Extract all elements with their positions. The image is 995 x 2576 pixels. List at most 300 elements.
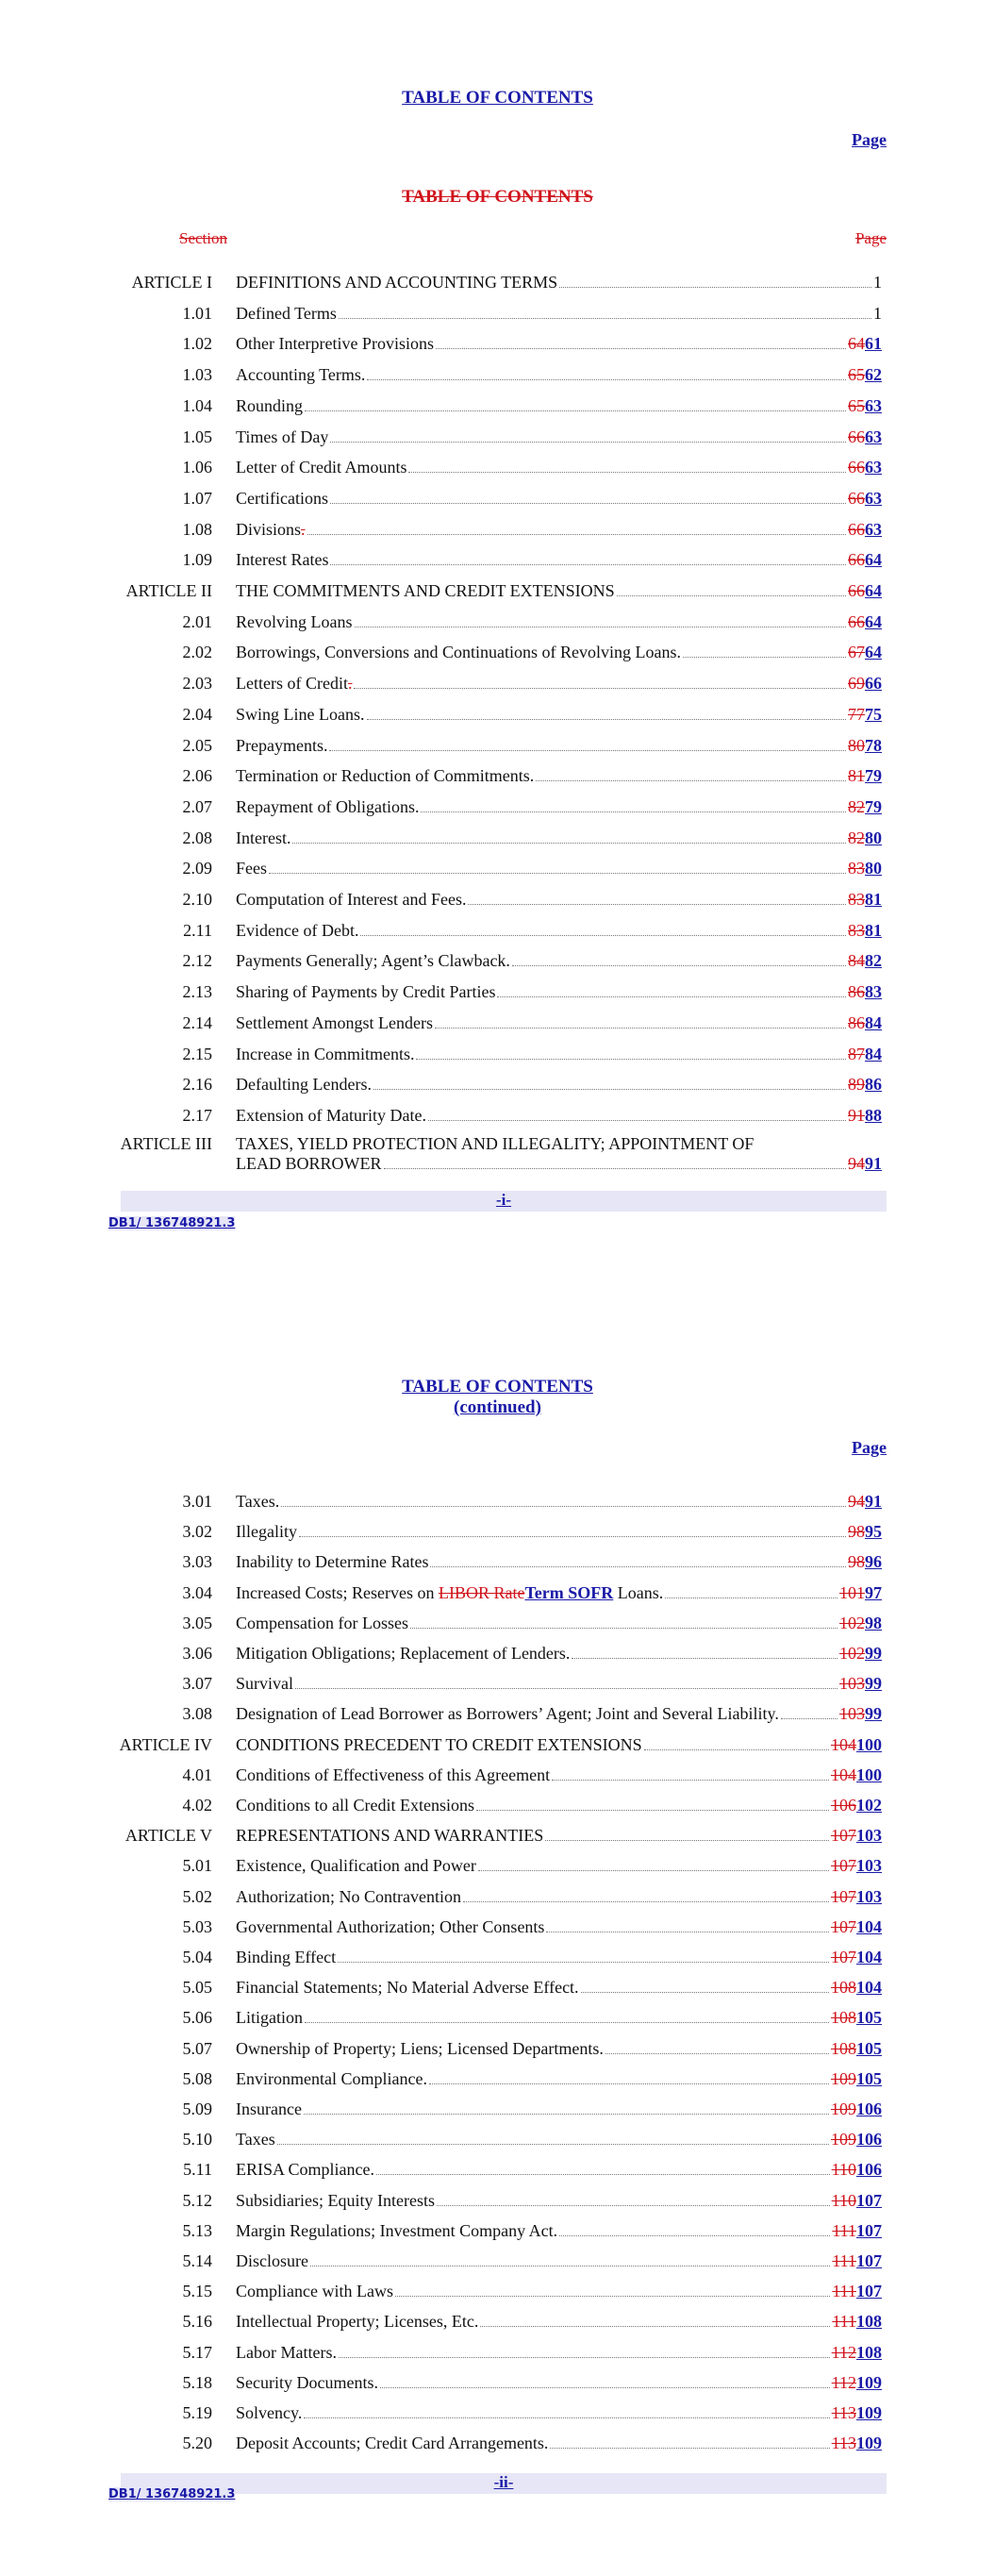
- deleted-page-number: 77: [848, 704, 865, 724]
- page-ref: [848, 581, 882, 601]
- dot-leader: [373, 1089, 846, 1090]
- deleted-page-number: 107: [831, 1948, 856, 1966]
- dot-leader: [367, 379, 846, 380]
- inserted-page-number: 99: [865, 1704, 882, 1724]
- dot-leader: [468, 904, 846, 905]
- dot-leader: [497, 996, 846, 997]
- page-ref: [848, 643, 882, 662]
- toc-entry[interactable]: [0, 1822, 995, 1852]
- entry-body: [236, 1492, 882, 1512]
- dot-leader: [683, 657, 846, 658]
- page-footer-number: -ii-: [493, 2473, 514, 2491]
- entry-body: [236, 921, 882, 941]
- page-ref: [848, 1492, 882, 1512]
- toc-entry[interactable]: [0, 1102, 995, 1132]
- entry-body: [236, 2099, 882, 2119]
- entry-title-text: DEFINITIONS AND ACCOUNTING TERMS: [236, 273, 558, 292]
- section-number: 1.03: [182, 365, 212, 385]
- entry-title-text: Mitigation Obligations; Replacement of Lenders.: [236, 1644, 571, 1663]
- page-ref: [831, 1887, 882, 1907]
- section-number: 5.06: [182, 2008, 212, 2028]
- inserted-page-number: 64: [865, 643, 882, 662]
- entry-title: [236, 2039, 604, 2059]
- toc-entry[interactable]: [0, 516, 995, 546]
- deleted-page-number: 113: [831, 2403, 856, 2422]
- deleted-page-number: 91: [848, 1105, 865, 1125]
- deleted-page-number: 82: [848, 828, 865, 847]
- deleted-page-number: 66: [848, 581, 865, 600]
- section-number: 2.04: [182, 704, 212, 724]
- page-number: 1: [873, 303, 882, 323]
- entry-title: [236, 427, 328, 447]
- dot-leader: [617, 595, 846, 596]
- entry-title: [236, 736, 327, 756]
- page-ref: [848, 458, 882, 477]
- entry-body: [236, 1978, 882, 1998]
- entry-title: [236, 2373, 378, 2393]
- toc-entry[interactable]: [0, 2339, 995, 2369]
- dot-leader: [665, 1597, 837, 1598]
- toc-entry[interactable]: [0, 762, 995, 793]
- page-ref: [832, 2373, 882, 2393]
- toc-entry[interactable]: [0, 1041, 995, 1071]
- entry-body: [236, 1917, 882, 1937]
- section-number: 3.06: [182, 1644, 212, 1663]
- toc-entry[interactable]: [0, 2187, 995, 2217]
- toc-entry[interactable]: [0, 1670, 995, 1700]
- inserted-page-number: 99: [865, 1644, 882, 1663]
- page-footer: [121, 1191, 887, 1212]
- entry-title: [236, 1583, 663, 1603]
- entry-title: [236, 1704, 779, 1724]
- toc-entry[interactable]: [0, 917, 995, 947]
- toc-entry[interactable]: [0, 1010, 995, 1040]
- page-ref: [832, 2403, 882, 2423]
- toc-entry[interactable]: [0, 701, 995, 731]
- section-number: 5.16: [182, 2312, 212, 2332]
- inserted-page-number: 108: [856, 2342, 882, 2362]
- toc-entry[interactable]: [0, 361, 995, 392]
- page-ref: [831, 1765, 882, 1785]
- dot-leader: [552, 1780, 829, 1781]
- entry-title: [236, 2099, 302, 2119]
- dot-leader: [354, 688, 846, 689]
- entry-body: [236, 766, 882, 786]
- entry-title: [236, 520, 306, 540]
- entry-body: [236, 2282, 882, 2301]
- section-number: 5.17: [182, 2342, 212, 2362]
- entry-title: [236, 458, 406, 477]
- entry-title-text: Taxes.: [236, 1492, 280, 1511]
- section-number: 3.02: [182, 1522, 212, 1542]
- deleted-page-number: 107: [831, 1826, 856, 1846]
- section-number: 1.08: [182, 519, 212, 539]
- section-number: ARTICLE I: [131, 273, 212, 292]
- toc-entry[interactable]: [0, 577, 995, 608]
- toc-entry[interactable]: [0, 330, 995, 360]
- page-ref: [831, 1826, 882, 1846]
- entry-title: [236, 365, 365, 385]
- deleted-page-number: 111: [832, 2282, 856, 2301]
- inserted-page-number: 106: [856, 2160, 882, 2180]
- page-ref: [848, 489, 882, 509]
- page-ref: [848, 1552, 882, 1572]
- entry-body: [236, 489, 882, 509]
- page-ref: [831, 1856, 882, 1876]
- toc-entry[interactable]: [0, 1130, 995, 1183]
- toc-entry[interactable]: [0, 979, 995, 1009]
- section-number: 5.02: [182, 1886, 212, 1906]
- inserted-page-number: 98: [865, 1613, 882, 1632]
- inserted-page-number: 96: [865, 1552, 882, 1572]
- page-ref: [839, 1674, 882, 1694]
- toc-entry[interactable]: [0, 855, 995, 885]
- toc-page-2: [0, 1359, 995, 2576]
- toc-entry[interactable]: [0, 1944, 995, 1974]
- toc-entry[interactable]: [0, 1610, 995, 1640]
- toc-entry[interactable]: [0, 1548, 995, 1579]
- toc-entry[interactable]: [0, 2248, 995, 2278]
- section-number: 5.08: [182, 2068, 212, 2088]
- page-column-header: Page: [852, 130, 887, 149]
- toc-entry[interactable]: [0, 639, 995, 669]
- toc-entry[interactable]: [0, 609, 995, 639]
- inserted-page-number: 104: [856, 1916, 882, 1936]
- inserted-page-number: 79: [865, 796, 882, 816]
- entry-title-text: Inability to Determine Rates: [236, 1552, 429, 1572]
- entry-title-line-1: TAXES, YIELD PROTECTION AND ILLEGALITY; APPOINTMENT OF: [236, 1134, 755, 1153]
- inserted-page-number: 106: [856, 2099, 882, 2118]
- toc-entry[interactable]: [0, 1071, 995, 1101]
- entry-title: [236, 890, 466, 910]
- entry-title-text: Existence, Qualification and Power: [236, 1856, 476, 1876]
- deleted-page-number: 104: [831, 1734, 856, 1754]
- section-number: ARTICLE IV: [119, 1734, 212, 1754]
- section-number: 2.15: [182, 1044, 212, 1063]
- entry-title-text: Certifications: [236, 488, 328, 508]
- deleted-title-text: .: [301, 519, 306, 539]
- page-ref: [831, 1917, 882, 1937]
- toc-entry[interactable]: [0, 2156, 995, 2186]
- section-number: 1.02: [182, 334, 212, 354]
- toc-entry[interactable]: [0, 300, 995, 330]
- page-ref: [831, 2039, 882, 2059]
- dot-leader: [338, 1962, 829, 1963]
- entry-body: [236, 1522, 882, 1542]
- toc-entry[interactable]: [0, 1731, 995, 1762]
- entry-title: [236, 550, 328, 570]
- entry-body: [236, 1614, 882, 1633]
- entry-body: [236, 736, 882, 756]
- page-ref: [848, 1045, 882, 1064]
- entry-body: [236, 2373, 882, 2393]
- entry-title: [236, 1917, 544, 1937]
- entry-title: [236, 1948, 336, 1967]
- inserted-page-number: 107: [856, 2251, 882, 2270]
- dot-leader: [299, 1536, 846, 1537]
- toc-entry[interactable]: [0, 269, 995, 299]
- deleted-page-number: 107: [831, 1886, 856, 1906]
- toc-entry[interactable]: [0, 1488, 995, 1518]
- inserted-page-number: 84: [865, 1044, 882, 1063]
- inserted-page-number: 109: [856, 2434, 882, 2453]
- entry-title-text: Litigation: [236, 2008, 303, 2028]
- page-ref: [831, 2099, 882, 2119]
- section-number: ARTICLE II: [125, 581, 212, 600]
- page-ref: [848, 921, 882, 941]
- entry-body: [236, 1948, 882, 1967]
- inserted-page-number: 99: [865, 1674, 882, 1694]
- deleted-title-text: LIBOR Rate: [438, 1582, 525, 1602]
- deleted-page-number: 109: [831, 2099, 856, 2118]
- toc-entry[interactable]: [0, 2308, 995, 2338]
- inserted-page-number: 78: [865, 735, 882, 755]
- inserted-page-number: 80: [865, 859, 882, 878]
- toc-entry[interactable]: [0, 1792, 995, 1822]
- page-number: 1: [873, 273, 882, 292]
- entry-title-text: Borrowings, Conversions and Continuations of Revolving Loans.: [236, 643, 681, 662]
- toc-entry[interactable]: [0, 1762, 995, 1792]
- entry-title-text: Letters of Credit: [236, 674, 348, 694]
- deleted-page-number: 82: [848, 796, 865, 816]
- inserted-page-number: 81: [865, 890, 882, 909]
- section-number: 5.10: [182, 2130, 212, 2149]
- page-ref: [848, 1154, 882, 1174]
- inserted-page-number: 103: [856, 1856, 882, 1876]
- document-id: DB1/ 136748921.3: [108, 2487, 236, 2501]
- toc-entry[interactable]: [0, 825, 995, 855]
- inserted-page-number: 109: [856, 2372, 882, 2392]
- toc-entry[interactable]: [0, 794, 995, 824]
- inserted-page-number: 75: [865, 704, 882, 724]
- inserted-page-number: 84: [865, 1012, 882, 1032]
- deleted-page-number: 111: [832, 2312, 856, 2332]
- entry-title: [236, 705, 365, 725]
- toc-entry[interactable]: [0, 2430, 995, 2460]
- toc-entry[interactable]: [0, 2369, 995, 2400]
- page-column-header: Page: [852, 1438, 887, 1457]
- entry-title-text: Fees: [236, 859, 267, 878]
- entry-body: [236, 674, 882, 694]
- page-ref: [848, 612, 882, 632]
- dot-leader: [559, 2235, 830, 2236]
- section-number: 5.13: [182, 2220, 212, 2240]
- section-number: 5.15: [182, 2282, 212, 2301]
- entry-title-text: Evidence of Debt.: [236, 920, 359, 940]
- section-number: 3.04: [182, 1582, 212, 1602]
- entry-title: [236, 859, 267, 878]
- dot-leader: [376, 2174, 830, 2175]
- entry-title-text: Governmental Authorization; Other Consents: [236, 1916, 545, 1936]
- inserted-page-number: 107: [856, 2220, 882, 2240]
- inserted-page-number: 107: [856, 2282, 882, 2301]
- entry-title-text: Conditions to all Credit Extensions: [236, 1796, 474, 1815]
- entry-body: [236, 520, 882, 540]
- toc-entry[interactable]: [0, 2278, 995, 2308]
- deleted-page-number: 102: [839, 1613, 865, 1632]
- entry-title-text: ERISA Compliance.: [236, 2160, 374, 2180]
- entry-title-text: Insurance: [236, 2099, 302, 2118]
- inserted-page-number: 88: [865, 1105, 882, 1125]
- entry-title-text: Letter of Credit Amounts: [236, 458, 407, 477]
- section-number: 3.03: [182, 1552, 212, 1572]
- deleted-page-number: 66: [848, 550, 865, 570]
- entry-title-text: Disclosure: [236, 2251, 308, 2270]
- section-number: 2.11: [183, 920, 212, 940]
- page-ref: [832, 2251, 882, 2271]
- inserted-page-number: 64: [865, 581, 882, 600]
- page-ref: [848, 427, 882, 447]
- entry-title-text: Payments Generally; Agent’s Clawback.: [236, 951, 510, 971]
- section-number: 1.04: [182, 395, 212, 415]
- dot-leader: [428, 1120, 846, 1121]
- deleted-page-number: 108: [831, 1978, 856, 1998]
- section-number: 5.03: [182, 1916, 212, 1936]
- toc-entry[interactable]: [0, 1640, 995, 1670]
- entry-title-text: Interest Rates: [236, 550, 329, 570]
- entry-title: [236, 1796, 474, 1815]
- entry-title-text: Intellectual Property; Licenses, Etc.: [236, 2312, 479, 2332]
- entry-title: [236, 2160, 374, 2180]
- entry-title-text: Revolving Loans: [236, 611, 353, 631]
- toc-entry[interactable]: [0, 2217, 995, 2248]
- dot-leader: [478, 1870, 829, 1871]
- document-id: DB1/ 136748921.3: [108, 1216, 236, 1230]
- toc-entry[interactable]: [0, 424, 995, 454]
- toc-entry[interactable]: [0, 947, 995, 978]
- entry-title: [236, 489, 328, 509]
- deleted-page-number: 67: [848, 643, 865, 662]
- entry-title: [236, 643, 681, 662]
- dot-leader: [463, 1901, 829, 1902]
- inserted-page-number: 61: [865, 334, 882, 354]
- entry-body: [236, 1075, 882, 1095]
- entry-title: [236, 334, 434, 354]
- toc-entry[interactable]: [0, 732, 995, 762]
- toc-entry[interactable]: [0, 454, 995, 484]
- entry-title-text: Settlement Amongst Lenders: [236, 1012, 433, 1032]
- inserted-page-number: 108: [856, 2312, 882, 2332]
- section-number: 4.01: [182, 1765, 212, 1784]
- toc-entry[interactable]: [0, 1914, 995, 1944]
- section-number: 2.13: [182, 982, 212, 1002]
- entry-title: [236, 982, 495, 1002]
- inserted-page-number: 105: [856, 2038, 882, 2058]
- toc-entry[interactable]: [0, 2400, 995, 2430]
- toc-entry[interactable]: [0, 546, 995, 577]
- section-number: ARTICLE III: [120, 1134, 212, 1153]
- toc-entry[interactable]: [0, 2066, 995, 2096]
- entry-title-text: Margin Regulations; Investment Company Act.: [236, 2220, 558, 2240]
- toc-entry[interactable]: [0, 670, 995, 700]
- toc-entry[interactable]: [0, 485, 995, 515]
- page-ref: [848, 828, 882, 848]
- deleted-page-header: Page: [854, 229, 887, 247]
- inserted-page-number: 81: [865, 920, 882, 940]
- dot-leader: [304, 2114, 829, 2115]
- page-ref: [848, 520, 882, 540]
- entry-title-text: Ownership of Property; Liens; Licensed Departments.: [236, 2038, 604, 2058]
- page-ref: [832, 2191, 882, 2211]
- inserted-page-number: 95: [865, 1522, 882, 1542]
- entry-title: [236, 1106, 426, 1126]
- entry-title-text: Survival: [236, 1674, 293, 1694]
- toc-entry[interactable]: [0, 886, 995, 916]
- deleted-page-number: 98: [848, 1552, 865, 1572]
- inserted-page-number: 66: [865, 674, 882, 694]
- entry-title-text: Repayment of Obligations.: [236, 796, 420, 816]
- entry-title: [236, 396, 303, 416]
- section-number: 5.12: [182, 2190, 212, 2210]
- dot-leader: [292, 843, 846, 844]
- dot-leader: [384, 1168, 847, 1169]
- section-number: 2.09: [182, 859, 212, 878]
- section-number: 2.03: [182, 674, 212, 694]
- page-ref: [848, 982, 882, 1002]
- entry-title-text: Accounting Terms.: [236, 365, 366, 385]
- toc-entry[interactable]: [0, 2004, 995, 2034]
- toc-entry[interactable]: [0, 2035, 995, 2066]
- entry-body: [236, 396, 882, 416]
- deleted-page-number: 103: [839, 1704, 865, 1724]
- entry-title-text: Labor Matters.: [236, 2342, 337, 2362]
- entry-title-text: Termination or Reduction of Commitments.: [236, 766, 535, 786]
- entry-title: [236, 2008, 303, 2028]
- entry-title: [236, 2221, 557, 2241]
- entry-body: [236, 2343, 882, 2363]
- entry-title-text: CONDITIONS PRECEDENT TO CREDIT EXTENSIONS: [236, 1734, 642, 1754]
- deleted-page-number: 69: [848, 674, 865, 694]
- inserted-page-number: 83: [865, 982, 882, 1002]
- toc-entry[interactable]: [0, 1700, 995, 1731]
- entry-body: [236, 1826, 882, 1846]
- toc-entry[interactable]: [0, 1974, 995, 2004]
- dot-leader: [408, 472, 846, 473]
- deleted-page-number: 103: [839, 1674, 865, 1694]
- entry-body: [236, 1704, 882, 1724]
- toc-entry[interactable]: [0, 1852, 995, 1882]
- toc-entry[interactable]: [0, 2096, 995, 2126]
- page-ref: [848, 797, 882, 817]
- dot-leader: [305, 410, 846, 411]
- toc-entry[interactable]: [0, 1518, 995, 1548]
- page-ref: [848, 890, 882, 910]
- entry-title: [236, 2403, 302, 2423]
- inserted-page-number: 63: [865, 458, 882, 477]
- entry-title: [236, 828, 290, 848]
- dot-leader: [339, 318, 871, 319]
- entry-body: [236, 1106, 882, 1126]
- section-number: 2.02: [182, 643, 212, 662]
- toc-entry[interactable]: [0, 1580, 995, 1610]
- toc-entry[interactable]: [0, 2126, 995, 2156]
- deleted-page-number: 113: [831, 2434, 856, 2453]
- entry-title: [236, 1013, 433, 1033]
- page-ref: [848, 365, 882, 385]
- inserted-page-number: 79: [865, 766, 882, 786]
- entry-title-text: Swing Line Loans.: [236, 704, 365, 724]
- deleted-section-header: Section: [179, 229, 227, 247]
- page-ref: [848, 736, 882, 756]
- deleted-page-number: 66: [848, 488, 865, 508]
- inserted-title-text: Term SOFR: [524, 1582, 614, 1602]
- entry-title: [236, 2251, 308, 2271]
- toc-entry[interactable]: [0, 393, 995, 423]
- dot-leader: [435, 1028, 846, 1029]
- inserted-page-number: 109: [856, 2403, 882, 2422]
- section-number: 2.07: [182, 796, 212, 816]
- toc-entry[interactable]: [0, 1883, 995, 1914]
